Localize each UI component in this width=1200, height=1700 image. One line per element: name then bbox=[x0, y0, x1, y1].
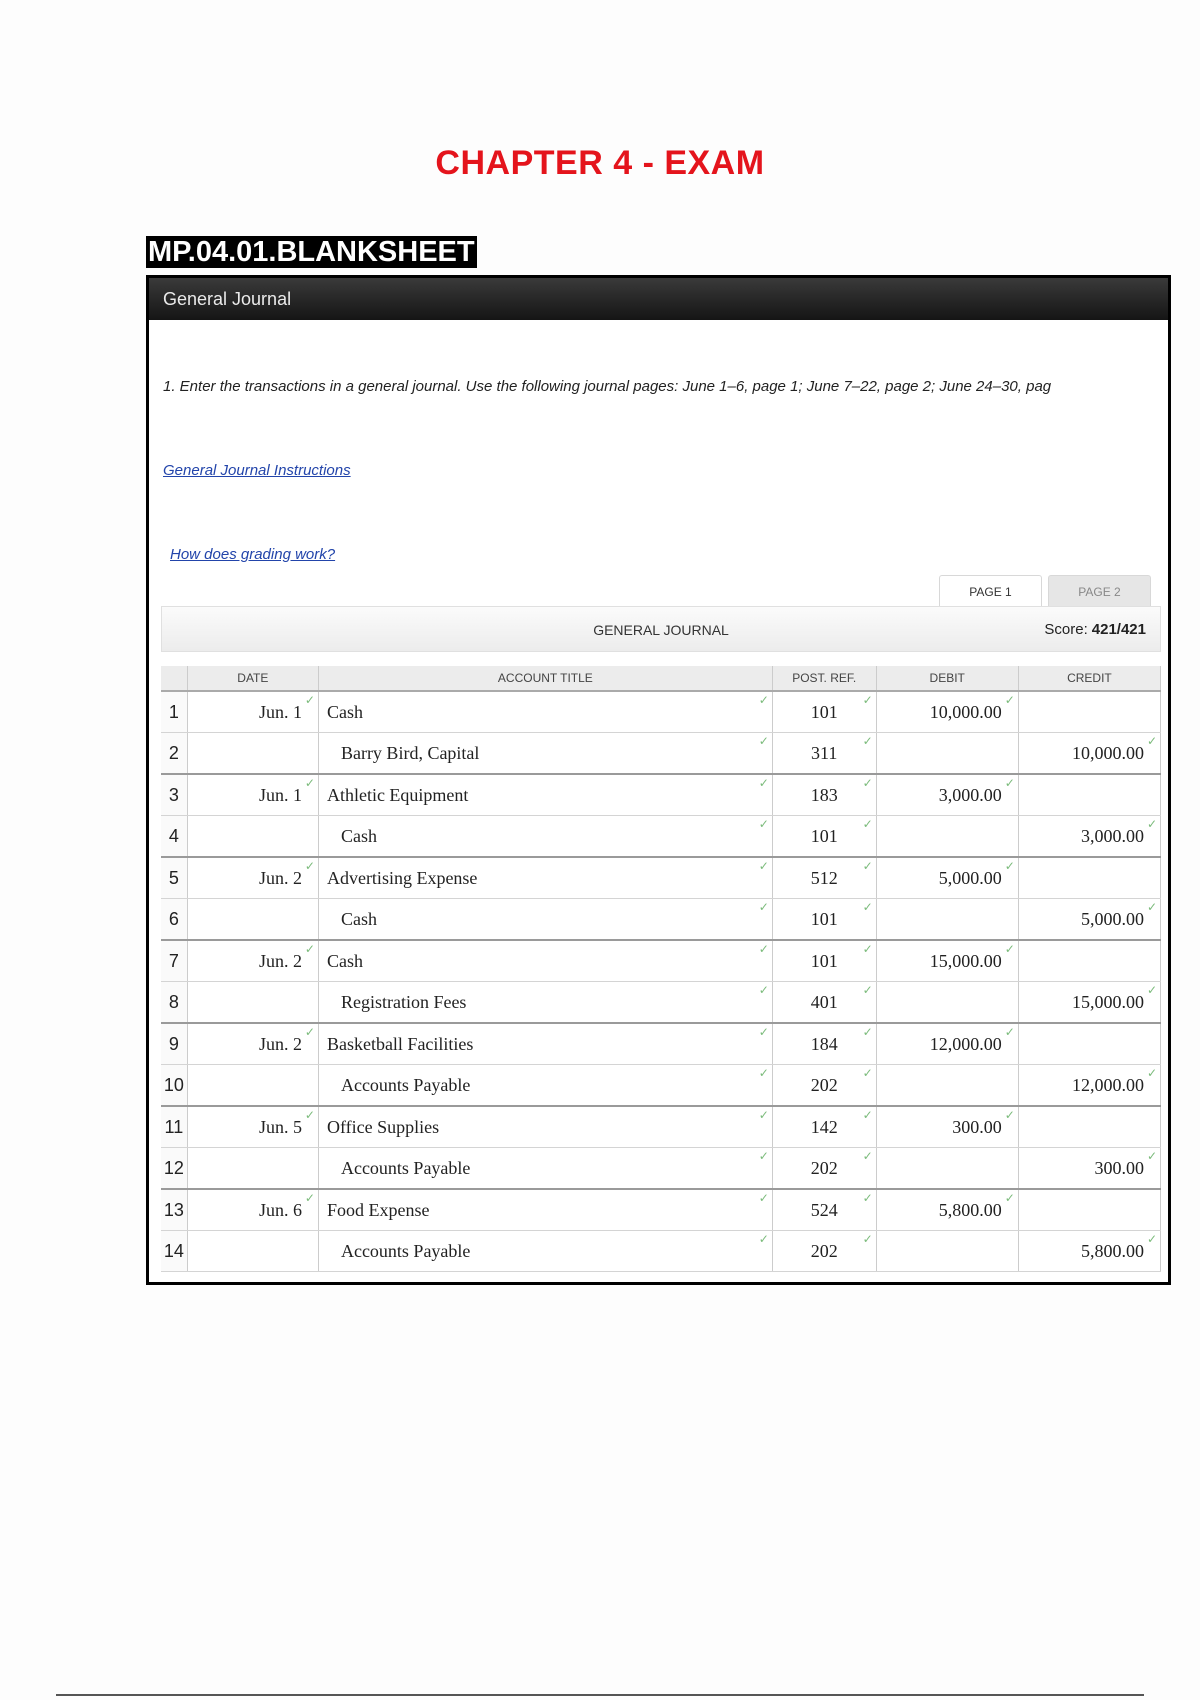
account-title-cell-value: Office Supplies bbox=[326, 1116, 440, 1137]
credit-cell[interactable] bbox=[1018, 733, 1160, 775]
journal-title-bar bbox=[161, 606, 1161, 652]
checkmark-icon: ✓ bbox=[1146, 1149, 1157, 1163]
post-ref-cell-value: 101 bbox=[810, 701, 838, 722]
post-ref-cell[interactable] bbox=[772, 733, 876, 775]
account-title-cell[interactable] bbox=[318, 1231, 772, 1272]
debit-cell[interactable] bbox=[876, 1189, 1018, 1231]
account-title-cell[interactable] bbox=[318, 1189, 772, 1231]
date-cell[interactable] bbox=[187, 940, 318, 982]
account-title-cell-value: Registration Fees bbox=[340, 991, 467, 1012]
checkmark-icon: ✓ bbox=[862, 1232, 873, 1246]
checkmark-icon: ✓ bbox=[758, 942, 769, 956]
checkmark-icon: ✓ bbox=[758, 1066, 769, 1080]
date-cell[interactable] bbox=[187, 1023, 318, 1065]
row-number bbox=[161, 1023, 187, 1065]
checkmark-icon: ✓ bbox=[1004, 1108, 1015, 1122]
checkmark-icon: ✓ bbox=[862, 1149, 873, 1163]
post-ref-cell-value: 512 bbox=[810, 867, 838, 888]
post-ref-cell[interactable] bbox=[772, 1231, 876, 1272]
credit-cell[interactable] bbox=[1018, 1065, 1160, 1107]
panel-header: General Journal bbox=[149, 278, 1168, 320]
journal-row bbox=[161, 691, 1161, 733]
row-number bbox=[161, 1231, 187, 1272]
debit-cell-value: 5,800.00 bbox=[938, 1199, 1002, 1220]
checkmark-icon: ✓ bbox=[1004, 776, 1015, 790]
credit-cell-value: 5,000.00 bbox=[1081, 908, 1144, 929]
account-title-cell[interactable] bbox=[318, 1065, 772, 1107]
journal-row bbox=[161, 1106, 1161, 1148]
checkmark-icon: ✓ bbox=[758, 983, 769, 997]
checkmark-icon: ✓ bbox=[758, 734, 769, 748]
post-ref-cell-value: 183 bbox=[810, 784, 838, 805]
row-number-value: 9 bbox=[168, 1033, 179, 1054]
post-ref-cell[interactable] bbox=[772, 816, 876, 858]
post-ref-cell-value: 101 bbox=[810, 950, 838, 971]
checkmark-icon: ✓ bbox=[758, 1108, 769, 1122]
post-ref-cell[interactable] bbox=[772, 857, 876, 899]
debit-cell[interactable] bbox=[876, 857, 1018, 899]
date-cell[interactable] bbox=[187, 1189, 318, 1231]
journal-row bbox=[161, 857, 1161, 899]
journal-row bbox=[161, 982, 1161, 1024]
date-cell-value: Jun. 2 bbox=[258, 950, 302, 971]
debit-cell-value: 12,000.00 bbox=[929, 1033, 1002, 1054]
post-ref-cell-value: 311 bbox=[811, 742, 838, 763]
checkmark-icon: ✓ bbox=[758, 1025, 769, 1039]
row-number-value: 10 bbox=[163, 1074, 184, 1095]
grading-help-link[interactable]: How does grading work? bbox=[170, 546, 336, 563]
checkmark-icon: ✓ bbox=[758, 1191, 769, 1205]
account-title-cell-value: Athletic Equipment bbox=[326, 784, 469, 805]
account-title-cell-value: Cash bbox=[326, 701, 363, 722]
date-cell-value: Jun. 1 bbox=[258, 701, 302, 722]
debit-cell[interactable] bbox=[876, 982, 1018, 1024]
checkmark-icon: ✓ bbox=[862, 1025, 873, 1039]
checkmark-icon: ✓ bbox=[862, 817, 873, 831]
row-number-value: 12 bbox=[163, 1157, 184, 1178]
debit-cell[interactable] bbox=[876, 940, 1018, 982]
post-ref-cell-value: 524 bbox=[810, 1199, 838, 1220]
date-cell[interactable] bbox=[187, 982, 318, 1024]
row-number bbox=[161, 816, 187, 858]
page-bottom-rule bbox=[56, 1694, 1144, 1696]
post-ref-cell[interactable] bbox=[772, 1065, 876, 1107]
score-value: 421/421 bbox=[1091, 621, 1146, 638]
debit-cell[interactable] bbox=[876, 816, 1018, 858]
checkmark-icon: ✓ bbox=[758, 1149, 769, 1163]
account-title-cell-value: Cash bbox=[326, 950, 363, 971]
row-number bbox=[161, 1106, 187, 1148]
post-ref-cell-value: 202 bbox=[810, 1157, 838, 1178]
date-cell-value: Jun. 2 bbox=[258, 867, 302, 888]
credit-cell[interactable] bbox=[1018, 1231, 1160, 1272]
credit-cell[interactable] bbox=[1018, 816, 1160, 858]
credit-cell[interactable] bbox=[1018, 691, 1160, 733]
journal-row bbox=[161, 733, 1161, 775]
journal-instructions-link[interactable]: General Journal Instructions bbox=[163, 462, 351, 479]
checkmark-icon: ✓ bbox=[862, 859, 873, 873]
debit-cell[interactable] bbox=[876, 899, 1018, 941]
checkmark-icon: ✓ bbox=[304, 942, 315, 956]
date-cell[interactable] bbox=[187, 1106, 318, 1148]
date-cell[interactable] bbox=[187, 899, 318, 941]
post-ref-cell[interactable] bbox=[772, 982, 876, 1024]
checkmark-icon: ✓ bbox=[862, 693, 873, 707]
row-number-header bbox=[161, 666, 187, 691]
date-header: DATE bbox=[187, 666, 318, 691]
journal-row bbox=[161, 1231, 1161, 1272]
credit-cell-value: 15,000.00 bbox=[1072, 991, 1144, 1012]
checkmark-icon: ✓ bbox=[862, 734, 873, 748]
post-ref-cell-value: 101 bbox=[810, 908, 838, 929]
account-title-cell[interactable] bbox=[318, 1023, 772, 1065]
post-ref-cell[interactable] bbox=[772, 1189, 876, 1231]
checkmark-icon: ✓ bbox=[304, 859, 315, 873]
sheet-label: MP.04.01.BLANKSHEET bbox=[148, 236, 475, 268]
checkmark-icon: ✓ bbox=[1004, 1025, 1015, 1039]
journal-header-row bbox=[161, 666, 1161, 691]
date-cell[interactable] bbox=[187, 733, 318, 775]
journal-row bbox=[161, 940, 1161, 982]
journal-row bbox=[161, 1023, 1161, 1065]
checkmark-icon: ✓ bbox=[1146, 734, 1157, 748]
date-cell-value: Jun. 6 bbox=[258, 1199, 302, 1220]
checkmark-icon: ✓ bbox=[1146, 1232, 1157, 1246]
row-number bbox=[161, 733, 187, 775]
credit-cell[interactable] bbox=[1018, 982, 1160, 1024]
journal-title: GENERAL JOURNAL bbox=[593, 622, 729, 638]
row-number bbox=[161, 1065, 187, 1107]
account-title-header: ACCOUNT TITLE bbox=[318, 666, 772, 691]
account-title-cell-value: Accounts Payable bbox=[340, 1074, 471, 1095]
row-number-value: 11 bbox=[164, 1116, 184, 1137]
credit-cell-value: 10,000.00 bbox=[1072, 742, 1144, 763]
credit-cell[interactable] bbox=[1018, 774, 1160, 816]
checkmark-icon: ✓ bbox=[758, 817, 769, 831]
account-title-cell[interactable] bbox=[318, 774, 772, 816]
row-number-value: 1 bbox=[168, 701, 179, 722]
checkmark-icon: ✓ bbox=[304, 1191, 315, 1205]
credit-header: CREDIT bbox=[1018, 666, 1160, 691]
row-number bbox=[161, 691, 187, 733]
checkmark-icon: ✓ bbox=[1004, 693, 1015, 707]
score-display bbox=[1044, 621, 1146, 638]
checkmark-icon: ✓ bbox=[1146, 817, 1157, 831]
account-title-cell-value: Accounts Payable bbox=[340, 1240, 471, 1261]
checkmark-icon: ✓ bbox=[862, 1191, 873, 1205]
date-cell[interactable] bbox=[187, 1231, 318, 1272]
tab-page-2[interactable]: PAGE 2 bbox=[1048, 575, 1151, 606]
account-title-cell[interactable] bbox=[318, 899, 772, 941]
account-title-cell-value: Basketball Facilities bbox=[326, 1033, 474, 1054]
post-ref-cell[interactable] bbox=[772, 899, 876, 941]
checkmark-icon: ✓ bbox=[758, 900, 769, 914]
date-cell-value: Jun. 1 bbox=[258, 784, 302, 805]
debit-cell-value: 3,000.00 bbox=[938, 784, 1002, 805]
row-number-value: 6 bbox=[168, 908, 179, 929]
account-title-cell[interactable] bbox=[318, 733, 772, 775]
row-number-value: 7 bbox=[168, 950, 179, 971]
checkmark-icon: ✓ bbox=[1004, 1191, 1015, 1205]
checkmark-icon: ✓ bbox=[1004, 859, 1015, 873]
row-number bbox=[161, 940, 187, 982]
journal-row bbox=[161, 1148, 1161, 1190]
account-title-cell-value: Barry Bird, Capital bbox=[340, 742, 480, 763]
debit-cell[interactable] bbox=[876, 1065, 1018, 1107]
journal-row bbox=[161, 816, 1161, 858]
checkmark-icon: ✓ bbox=[304, 1025, 315, 1039]
checkmark-icon: ✓ bbox=[758, 859, 769, 873]
checkmark-icon: ✓ bbox=[758, 776, 769, 790]
checkmark-icon: ✓ bbox=[862, 1066, 873, 1080]
debit-cell-value: 10,000.00 bbox=[929, 701, 1002, 722]
checkmark-icon: ✓ bbox=[862, 942, 873, 956]
checkmark-icon: ✓ bbox=[304, 1108, 315, 1122]
checkmark-icon: ✓ bbox=[304, 693, 315, 707]
debit-cell[interactable] bbox=[876, 691, 1018, 733]
checkmark-icon: ✓ bbox=[1146, 1066, 1157, 1080]
debit-cell[interactable] bbox=[876, 774, 1018, 816]
date-cell[interactable] bbox=[187, 774, 318, 816]
debit-cell[interactable] bbox=[876, 1148, 1018, 1190]
account-title-cell-value: Food Expense bbox=[326, 1199, 430, 1220]
credit-cell-value: 300.00 bbox=[1094, 1157, 1144, 1178]
post-ref-cell[interactable] bbox=[772, 1023, 876, 1065]
checkmark-icon: ✓ bbox=[758, 693, 769, 707]
account-title-cell[interactable] bbox=[318, 1148, 772, 1190]
row-number-value: 14 bbox=[163, 1240, 184, 1261]
checkmark-icon: ✓ bbox=[862, 776, 873, 790]
debit-cell-value: 15,000.00 bbox=[929, 950, 1002, 971]
credit-cell-value: 3,000.00 bbox=[1081, 825, 1144, 846]
checkmark-icon: ✓ bbox=[862, 983, 873, 997]
journal-row bbox=[161, 774, 1161, 816]
credit-cell[interactable] bbox=[1018, 857, 1160, 899]
post-ref-cell-value: 202 bbox=[810, 1240, 838, 1261]
post-ref-cell[interactable] bbox=[772, 1106, 876, 1148]
date-cell[interactable] bbox=[187, 1148, 318, 1190]
post-ref-cell[interactable] bbox=[772, 774, 876, 816]
post-ref-cell-value: 184 bbox=[810, 1033, 838, 1054]
date-cell[interactable] bbox=[187, 691, 318, 733]
row-number-value: 4 bbox=[168, 825, 179, 846]
checkmark-icon: ✓ bbox=[304, 776, 315, 790]
general-journal-panel bbox=[146, 275, 1171, 1285]
checkmark-icon: ✓ bbox=[862, 1108, 873, 1122]
debit-cell-value: 300.00 bbox=[952, 1116, 1002, 1137]
date-cell[interactable] bbox=[187, 816, 318, 858]
date-cell[interactable] bbox=[187, 1065, 318, 1107]
post-ref-cell-value: 401 bbox=[810, 991, 838, 1012]
debit-cell[interactable] bbox=[876, 1106, 1018, 1148]
tab-page-1[interactable]: PAGE 1 bbox=[939, 575, 1042, 606]
account-title-cell-value: Accounts Payable bbox=[340, 1157, 471, 1178]
post-ref-cell[interactable] bbox=[772, 691, 876, 733]
account-title-cell-value: Cash bbox=[340, 825, 377, 846]
journal-row bbox=[161, 1189, 1161, 1231]
post-ref-cell[interactable] bbox=[772, 940, 876, 982]
journal-body bbox=[161, 691, 1161, 1272]
row-number bbox=[161, 1148, 187, 1190]
account-title-cell[interactable] bbox=[318, 982, 772, 1024]
row-number-value: 3 bbox=[168, 784, 179, 805]
post-ref-cell-value: 142 bbox=[810, 1116, 838, 1137]
date-cell[interactable] bbox=[187, 857, 318, 899]
credit-cell[interactable] bbox=[1018, 940, 1160, 982]
row-number bbox=[161, 857, 187, 899]
credit-cell-value: 5,800.00 bbox=[1081, 1240, 1144, 1261]
checkmark-icon: ✓ bbox=[1004, 942, 1015, 956]
exam-title: CHAPTER 4 - EXAM bbox=[435, 144, 765, 182]
debit-header: DEBIT bbox=[876, 666, 1018, 691]
account-title-cell[interactable] bbox=[318, 691, 772, 733]
credit-cell[interactable] bbox=[1018, 1023, 1160, 1065]
journal-row bbox=[161, 899, 1161, 941]
date-cell-value: Jun. 2 bbox=[258, 1033, 302, 1054]
credit-cell[interactable] bbox=[1018, 1148, 1160, 1190]
checkmark-icon: ✓ bbox=[1146, 983, 1157, 997]
row-number bbox=[161, 1189, 187, 1231]
credit-cell[interactable] bbox=[1018, 1106, 1160, 1148]
credit-cell-value: 12,000.00 bbox=[1072, 1074, 1144, 1095]
account-title-cell[interactable] bbox=[318, 940, 772, 982]
post-ref-cell-value: 202 bbox=[810, 1074, 838, 1095]
checkmark-icon: ✓ bbox=[758, 1232, 769, 1246]
debit-cell[interactable] bbox=[876, 1023, 1018, 1065]
row-number-value: 13 bbox=[163, 1199, 184, 1220]
journal-table bbox=[161, 666, 1161, 1272]
row-number-value: 8 bbox=[168, 991, 179, 1012]
account-title-cell[interactable] bbox=[318, 857, 772, 899]
row-number-value: 2 bbox=[168, 742, 179, 763]
row-number bbox=[161, 774, 187, 816]
date-cell-value: Jun. 5 bbox=[258, 1116, 302, 1137]
journal-row bbox=[161, 1065, 1161, 1107]
account-title-cell-value: Cash bbox=[340, 908, 377, 929]
row-number-value: 5 bbox=[168, 867, 179, 888]
post-ref-cell-value: 101 bbox=[810, 825, 838, 846]
row-number bbox=[161, 899, 187, 941]
instruction-text: 1. Enter the transactions in a general journal. Use the following journal pages: June 1–6, page 1; June 7–22, page 2; June 24–30, pag bbox=[163, 378, 1052, 395]
account-title-cell[interactable] bbox=[318, 816, 772, 858]
post-ref-header: POST. REF. bbox=[772, 666, 876, 691]
credit-cell[interactable] bbox=[1018, 899, 1160, 941]
credit-cell[interactable] bbox=[1018, 1189, 1160, 1231]
score-label: Score: bbox=[1044, 621, 1088, 638]
row-number bbox=[161, 982, 187, 1024]
debit-cell[interactable] bbox=[876, 1231, 1018, 1272]
debit-cell[interactable] bbox=[876, 733, 1018, 775]
account-title-cell[interactable] bbox=[318, 1106, 772, 1148]
debit-cell-value: 5,000.00 bbox=[938, 867, 1002, 888]
checkmark-icon: ✓ bbox=[1146, 900, 1157, 914]
post-ref-cell[interactable] bbox=[772, 1148, 876, 1190]
checkmark-icon: ✓ bbox=[862, 900, 873, 914]
account-title-cell-value: Advertising Expense bbox=[326, 867, 478, 888]
